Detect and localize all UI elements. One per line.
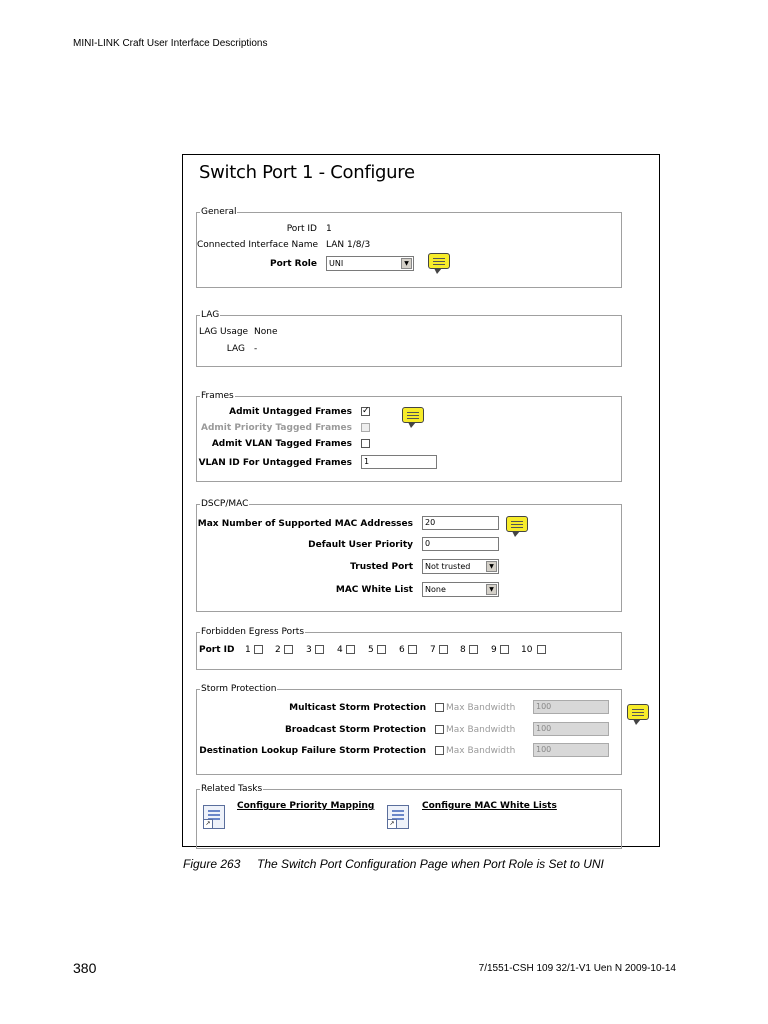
port-4-label: 4 (337, 645, 343, 655)
port-9-label: 9 (491, 645, 497, 655)
port-2-label: 2 (275, 645, 281, 655)
admit-untagged-label: Admit Untagged Frames (229, 407, 352, 417)
note-icon (627, 704, 649, 720)
port-role-select[interactable] (326, 256, 414, 271)
vlan-id-input[interactable] (361, 455, 437, 469)
port-2-checkbox[interactable] (284, 645, 293, 654)
priority-mapping-task-icon[interactable]: ↗ (203, 805, 225, 829)
screenshot-frame (182, 154, 660, 847)
port-10-label: 10 (521, 645, 533, 655)
storm-protection-legend: Storm Protection (201, 684, 277, 694)
dlf-bandwidth-value: 100 (536, 745, 552, 754)
forbidden-egress-group (196, 627, 622, 670)
broadcast-max-bandwidth-label: Max Bandwidth (446, 725, 516, 735)
dscp-mac-legend: DSCP/MAC (201, 499, 249, 509)
multicast-bandwidth-input (533, 700, 609, 714)
note-icon (402, 407, 424, 423)
mac-white-list-value: None (425, 585, 446, 594)
port-4-checkbox[interactable] (346, 645, 355, 654)
mac-white-list-select[interactable] (422, 582, 499, 597)
figure-caption: Figure 263 The Switch Port Configuration Page when Port Role is Set to UNI (183, 857, 604, 871)
trusted-port-label: Trusted Port (350, 562, 413, 572)
port-6-label: 6 (399, 645, 405, 655)
lag-usage-value: None (254, 327, 278, 337)
frames-legend: Frames (201, 391, 234, 401)
storm-protection-group (196, 684, 622, 775)
port-role-value: UNI (329, 259, 344, 268)
vlan-id-label: VLAN ID For Untagged Frames (198, 458, 352, 468)
dlf-bandwidth-input (533, 743, 609, 757)
configure-priority-mapping-link[interactable]: Configure Priority Mapping (237, 801, 375, 811)
connected-interface-label: Connected Interface Name (197, 240, 319, 250)
general-group (196, 207, 622, 288)
multicast-max-bandwidth-checkbox[interactable] (435, 703, 444, 712)
page-number: 380 (73, 960, 97, 976)
multicast-storm-label: Multicast Storm Protection (289, 703, 426, 713)
chevron-down-icon: ▼ (486, 584, 497, 595)
default-priority-label: Default User Priority (308, 540, 413, 550)
broadcast-max-bandwidth-checkbox[interactable] (435, 725, 444, 734)
port-8-label: 8 (460, 645, 466, 655)
max-mac-label: Max Number of Supported MAC Addresses (197, 519, 413, 529)
broadcast-storm-label: Broadcast Storm Protection (284, 725, 426, 735)
lag-label: LAG (226, 344, 245, 354)
max-mac-value: 20 (425, 518, 436, 527)
mac-white-list-label: MAC White List (335, 585, 413, 595)
multicast-bandwidth-value: 100 (536, 702, 552, 711)
admit-vlan-checkbox[interactable] (361, 439, 370, 448)
check-icon: ✓ (362, 406, 370, 416)
vlan-id-value: 1 (364, 457, 370, 466)
note-icon (428, 253, 450, 269)
admit-priority-checkbox (361, 423, 370, 432)
related-tasks-group (196, 784, 622, 849)
lag-value: - (254, 344, 258, 354)
trusted-port-value: Not trusted (425, 562, 471, 571)
default-priority-input[interactable] (422, 537, 499, 551)
port-1-label: 1 (245, 645, 251, 655)
dscp-mac-group (196, 499, 622, 612)
forbidden-egress-legend: Forbidden Egress Ports (201, 627, 305, 637)
port-6-checkbox[interactable] (408, 645, 417, 654)
broadcast-bandwidth-input (533, 722, 609, 736)
port-7-checkbox[interactable] (439, 645, 448, 654)
port-8-checkbox[interactable] (469, 645, 478, 654)
port-10-checkbox[interactable] (537, 645, 546, 654)
admit-vlan-label: Admit VLAN Tagged Frames (211, 439, 352, 449)
port-7-label: 7 (430, 645, 436, 655)
port-id-value: 1 (326, 224, 332, 234)
connected-interface-value: LAN 1/8/3 (326, 240, 371, 250)
general-legend: General (201, 207, 237, 217)
broadcast-bandwidth-value: 100 (536, 724, 552, 733)
related-tasks-legend: Related Tasks (201, 784, 263, 794)
dlf-storm-label: Destination Lookup Failure Storm Protection (199, 746, 426, 756)
port-9-checkbox[interactable] (500, 645, 509, 654)
admit-untagged-checkbox[interactable] (361, 407, 370, 416)
frames-group (196, 391, 622, 482)
default-priority-value: 0 (425, 539, 431, 548)
port-1-checkbox[interactable] (254, 645, 263, 654)
max-mac-input[interactable] (422, 516, 499, 530)
document-reference: 7/1551-CSH 109 32/1-V1 Uen N 2009-10-14 (478, 963, 676, 974)
note-icon (506, 516, 528, 532)
dlf-max-bandwidth-label: Max Bandwidth (446, 746, 516, 756)
port-id-label: Port ID (286, 224, 317, 234)
mac-white-lists-task-icon[interactable]: ↗ (387, 805, 409, 829)
forbidden-port-id-label: Port ID (199, 645, 235, 655)
page-title: Switch Port 1 - Configure (199, 162, 415, 183)
lag-legend: LAG (201, 310, 220, 320)
dlf-max-bandwidth-checkbox[interactable] (435, 746, 444, 755)
port-role-label: Port Role (270, 259, 317, 269)
trusted-port-select[interactable] (422, 559, 499, 574)
port-3-checkbox[interactable] (315, 645, 324, 654)
lag-usage-label: LAG Usage (199, 327, 249, 337)
chevron-down-icon: ▼ (486, 561, 497, 572)
configure-mac-white-lists-link[interactable]: Configure MAC White Lists (422, 801, 557, 811)
lag-group (196, 310, 622, 367)
multicast-max-bandwidth-label: Max Bandwidth (446, 703, 516, 713)
chevron-down-icon: ▼ (401, 258, 412, 269)
document-header: MINI-LINK Craft User Interface Descriptions (73, 38, 268, 49)
admit-priority-label: Admit Priority Tagged Frames (201, 423, 352, 433)
port-5-label: 5 (368, 645, 374, 655)
port-3-label: 3 (306, 645, 312, 655)
port-5-checkbox[interactable] (377, 645, 386, 654)
